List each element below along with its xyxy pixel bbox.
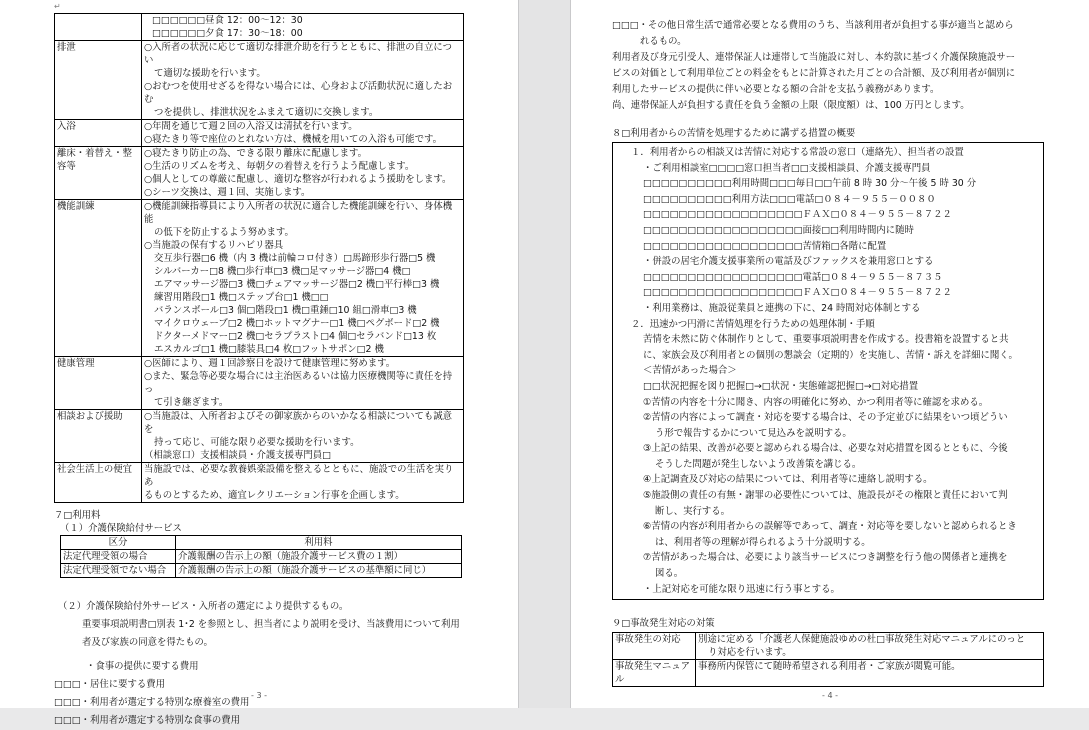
complaint-line: ⑤施設側の責任の有無・謝罪の必要性については、施設長がその権限と責任において判 bbox=[643, 490, 1008, 502]
meal-time-line: □□□□□□昼食 12：00～12：30 bbox=[152, 15, 303, 26]
care-table-cell bbox=[142, 357, 464, 410]
complaint-line: ・上記対応を可能な限り迅速に行う事とする。 bbox=[643, 583, 840, 595]
care-detail-line: るものとするため、適宜レクリエーション行事を企画します。 bbox=[144, 490, 405, 501]
fee-table-cell: 介護報酬の告示上の額（施設介護サービス費の１割） bbox=[176, 550, 462, 564]
complaint-line: 苦情を未然に防ぐ体制作りとして、重要事項説明書を作成する。投書箱を設置すると共 bbox=[643, 334, 1009, 346]
complaint-line: ⑦苦情があった場合は、必要により該当サービスにつき調整を行う他の関係者と連携を bbox=[643, 552, 1008, 564]
guarantor-paragraph: 尚、連帯保証人が負担する責任を負う金額の上限（限度額）は、100 万円とします。 bbox=[612, 100, 970, 111]
table-row bbox=[55, 41, 464, 120]
care-detail-line: つを提供し、排泄状況をふまえて適切に交換します。 bbox=[154, 107, 379, 118]
care-table-head: 入浴 bbox=[55, 120, 142, 147]
care-services-table bbox=[54, 13, 464, 503]
table-row bbox=[61, 564, 462, 578]
document-page-3 bbox=[0, 0, 518, 726]
care-table-cell bbox=[142, 463, 464, 503]
care-detail-line: て適切な援助を行います。 bbox=[154, 68, 266, 79]
care-table-head: 機能訓練 bbox=[55, 200, 142, 357]
care-detail-line: シルバーカー□8 機□歩行車□3 機□足マッサージ器□4 機□ bbox=[154, 266, 411, 277]
complaint-line: □□□□□□□□□□利用時間□□□毎日□□午前 8 時 30 分～午後 5 時 30 分 bbox=[643, 178, 977, 190]
section-9-title: ９□事故発生対応の対策 bbox=[612, 618, 715, 630]
complaint-line: ③上記の結果、改善が必要と認められる場合は、必要な対応措置を図るとともに、今後 bbox=[643, 443, 1008, 455]
guarantor-paragraph: ビスの対価として利用単位ごとの料金をもとに計算された月ごとの合計額、及び利用者が個別に bbox=[612, 68, 1016, 79]
table-row bbox=[55, 14, 464, 41]
guarantor-paragraph: 利用したサービスの提供に伴い必要となる額の合計を支払う義務があります。 bbox=[612, 84, 940, 95]
care-detail-line: バランスボール□3 個□階段□1 機□重錘□10 組□滑車□3 機 bbox=[154, 305, 417, 316]
accident-detail-line: 別途に定める「介護老人保健施設ゆめの杜□事故発生対応マニュアルにのっと bbox=[698, 634, 1026, 646]
care-detail-line: エスカルゴ□1 機□膝装具□4 枚□フットサポン□2 機 bbox=[154, 344, 384, 355]
table-row bbox=[61, 550, 462, 564]
care-detail-line: マイクロウェーブ□2 機□ホットマグナー□1 機□ペグボード□2 機 bbox=[154, 318, 440, 329]
care-detail-line: ○寝たきり等で座位のとれない方は、機械を用いての入浴も可能です。 bbox=[144, 134, 443, 145]
complaint-line: ・利用業務は、施設従業員と連携の下に、24 時間対応体制とする bbox=[643, 302, 921, 314]
complaint-line: 断し、実行する。 bbox=[655, 505, 731, 517]
care-table-head: 相談および援助 bbox=[55, 410, 142, 463]
table-row bbox=[55, 463, 464, 503]
fee-table-header-fee: 利用料 bbox=[176, 536, 462, 550]
care-detail-line: ○また、緊急等必要な場合には主治医あるいは協力医療機関等に責任を持っ bbox=[144, 371, 453, 395]
complaint-procedure-box bbox=[612, 142, 1044, 600]
complaint-line: □□□□□□□□□□利用方法□□□電話□０８４－９５５－００８０ bbox=[643, 193, 936, 205]
care-table-cell bbox=[142, 120, 464, 147]
complaint-line: ・ご利用相談室□□□□窓口担当者□□支援相談員、介護支援専門員 bbox=[643, 162, 931, 174]
table-row bbox=[55, 357, 464, 410]
fee-table-cell: 介護報酬の告示上の額（施設介護サービスの基準額に同じ） bbox=[176, 564, 462, 578]
care-detail-line: （相談窓口）支援相談員・介護支援専門員□ bbox=[144, 450, 331, 461]
subsection-1-title: （１）介護保険給付サービス bbox=[60, 523, 182, 534]
care-detail-line: て引き継ぎます。 bbox=[154, 397, 229, 408]
fee-table-cell: 法定代理受領の場合 bbox=[61, 550, 176, 564]
complaint-line: う形で報告するかについて見込みを説明する。 bbox=[655, 427, 852, 439]
complaint-line: １．利用者からの相談又は苦情に対応する常設の窓口（連絡先）、担当者の設置 bbox=[631, 147, 964, 158]
care-detail-line: ○おむつを使用せざるを得ない場合には、心身および活動状況に適したおむ bbox=[144, 81, 453, 105]
complaint-line: □□□□□□□□□□□□□□□□□□苦情箱□各階に配置 bbox=[643, 240, 887, 252]
complaint-line: は、利用者等の理解が得られるよう十分説明する。 bbox=[655, 536, 871, 548]
other-costs-line: れるもの。 bbox=[640, 36, 687, 47]
accident-detail-line: り対応を行います。 bbox=[708, 647, 792, 659]
complaint-line: ・併設の居宅介護支援事業所の電話及びファックスを兼用窓口とする bbox=[643, 256, 934, 268]
care-table-head: 離床・着替え・整容等 bbox=[55, 147, 142, 200]
complaint-line: □□状況把握を図り把握□→□状況・実態確認把握□→□対応措置 bbox=[643, 380, 919, 392]
care-detail-line: ドクターメドマー□2 機□セラプラスト□4 個□セラバンド□13 枚 bbox=[154, 331, 437, 342]
fee-item: ・食事の提供に要する費用 bbox=[86, 661, 199, 672]
accident-detail-line: 事務所内保管にて随時希望される利用者・ご家族が閲覧可能。 bbox=[698, 661, 961, 673]
accident-table-head: 事故発生マニュアル bbox=[613, 660, 696, 687]
complaint-line: □□□□□□□□□□□□□□□□□□ＦＡＸ□０８４－９５５－８７２２ bbox=[643, 287, 952, 299]
page-gap bbox=[518, 0, 571, 708]
complaint-line: □□□□□□□□□□□□□□□□□□電話□０８４－９５５－８７３５ bbox=[643, 271, 943, 283]
care-detail-line: 持って応じ、可能な限り必要な援助を行います。 bbox=[154, 437, 360, 448]
page-number: - 4 - bbox=[822, 691, 838, 700]
care-table-head bbox=[55, 14, 142, 41]
table-row bbox=[55, 120, 464, 147]
fee-item: □□□・利用者が選定する特別な食事の費用 bbox=[54, 715, 240, 726]
meal-times-cell bbox=[142, 14, 464, 41]
complaint-line: ＜苦情があった場合＞ bbox=[643, 365, 737, 377]
care-table-cell bbox=[142, 200, 464, 357]
section-8-title: ８□利用者からの苦情を処理するために講ずる措置の概要 bbox=[612, 128, 856, 139]
complaint-line: □□□□□□□□□□□□□□□□□□ＦＡＸ□０８４－９５５－８７２２ bbox=[643, 209, 952, 221]
care-detail-line: 練習用階段□1 機□ステップ台□1 機□□ bbox=[154, 292, 329, 303]
table-row bbox=[55, 147, 464, 200]
care-detail-line: の低下を防止するよう努めます。 bbox=[154, 227, 294, 238]
complaint-line: 図る。 bbox=[655, 568, 684, 580]
care-detail-line: ○当施設は、入所者およびその御家族からのいかなる相談についても誠意を bbox=[144, 411, 452, 435]
care-detail-line: ○寝たきり防止の為、できる限り離床に配慮します。 bbox=[144, 148, 368, 159]
care-table-cell bbox=[142, 41, 464, 120]
meal-time-line: □□□□□□夕食 17：30～18：00 bbox=[152, 28, 303, 39]
page-number: - 3 - bbox=[251, 691, 267, 700]
page-3-content bbox=[54, 0, 464, 730]
accident-table bbox=[612, 632, 1044, 687]
table-row bbox=[613, 633, 1044, 660]
care-detail-line: ○当施設の保有するリハビリ器具 bbox=[144, 240, 284, 251]
complaint-line: ⑥苦情の内容が利用者からの誤解等であって、調査・対応等を要しないと認められるとき bbox=[643, 521, 1017, 533]
care-table-cell bbox=[142, 410, 464, 463]
complaint-line: に、家族会及び利用者との個別の懇談会（定期的）を実施し、苦情・訴えを詳細に聞く。 bbox=[643, 349, 1018, 361]
care-table-cell bbox=[142, 147, 464, 200]
care-detail-line: ○生活のリズムを考え、毎朝夕の着替えを行うよう配慮します。 bbox=[144, 161, 415, 172]
other-costs-line: □□□・その他日常生活で通常必要となる費用のうち、当該利用者が負担する事が適当と認めら bbox=[612, 20, 1014, 31]
care-detail-line: 交互歩行器□6 機（内 3 機は前輪コロ付き）□馬蹄形歩行器□5 機 bbox=[154, 253, 436, 264]
care-detail-line: ○個人としての尊厳に配慮し、適切な整容が行われるよう援助をします。 bbox=[144, 174, 452, 185]
guarantor-paragraph: 利用者及び身元引受人、連帯保証人は連帯して当施設に対し、本約款に基づく介護保険施設サー bbox=[612, 52, 1016, 63]
page-edge bbox=[518, 0, 519, 708]
subsection-2-body: 者及び家族の同意を得たもの。 bbox=[82, 637, 213, 648]
care-detail-line: ○医師により、週１回診察日を設けて健康管理に努めます。 bbox=[144, 358, 396, 369]
complaint-line: ④上記調査及び対応の結果については、利用者等に連絡し説明する。 bbox=[643, 474, 933, 486]
complaint-line: ２．迅速かつ円滑に苦情処理を行うための処理体制・手順 bbox=[631, 318, 875, 330]
complaint-line: そうした問題が発生しないよう改善策を講じる。 bbox=[655, 458, 862, 470]
accident-table-cell bbox=[696, 633, 1044, 660]
accident-table-head: 事故発生の対応 bbox=[613, 633, 696, 660]
document-page-4 bbox=[571, 0, 1089, 708]
table-row bbox=[55, 410, 464, 463]
care-detail-line: ○シーツ交換は、週１回、実施します。 bbox=[144, 187, 311, 198]
care-detail-line: ○機能訓練指導員により入所者の状況に適合した機能訓練を行い、身体機能 bbox=[144, 201, 453, 225]
care-detail-line: 当施設では、必要な教養娯楽設備を整えるとともに、施設での生活を実りあ bbox=[144, 464, 454, 488]
care-table-head: 健康管理 bbox=[55, 357, 142, 410]
complaint-line: ②苦情の内容によって調査・対応を要する場合は、その予定並びに結果をいつ頃どうい bbox=[643, 412, 1008, 424]
paragraph-mark: ↵ bbox=[54, 2, 61, 11]
care-table-head: 排泄 bbox=[55, 41, 142, 120]
table-row bbox=[55, 200, 464, 357]
complaint-line: □□□□□□□□□□□□□□□□□□面接□□利用時間内に随時 bbox=[643, 224, 914, 236]
care-detail-line: ○入所者の状況に応じて適切な排泄介助を行うとともに、排泄の自立につい bbox=[144, 42, 452, 66]
care-detail-line: エアマッサージ器□3 機□チェアマッサージ器□2 機□平行棒□3 機 bbox=[154, 279, 440, 290]
accident-table-cell bbox=[696, 660, 1044, 687]
subsection-2-title: （２）介護保険給付外サービス・入所者の選定により提供するもの。 bbox=[58, 601, 349, 612]
page-4-content bbox=[612, 18, 1044, 687]
section-7-title: ７□利用料 bbox=[54, 510, 101, 521]
fee-table-cell: 法定代理受領でない場合 bbox=[61, 564, 176, 578]
fee-item: □□□・居住に要する費用 bbox=[54, 679, 165, 690]
care-detail-line: ○年間を通じて週２回の入浴又は清拭を行います。 bbox=[144, 121, 358, 132]
table-row bbox=[613, 660, 1044, 687]
subsection-2-body: 重要事項説明書□別表 1･2 を参照とし、担当者により説明を受け、当該費用について利用 bbox=[82, 619, 460, 630]
fee-table bbox=[60, 535, 462, 578]
fee-item: □□□・利用者が選定する特別な療養室の費用 bbox=[54, 697, 250, 708]
care-table-head: 社会生活上の便宜 bbox=[55, 463, 142, 503]
complaint-line: ①苦情の内容を十分に聞き、内容の明確化に努め、かつ利用者等に確認を求める。 bbox=[643, 396, 989, 408]
fee-table-header-category: 区分 bbox=[61, 536, 176, 550]
